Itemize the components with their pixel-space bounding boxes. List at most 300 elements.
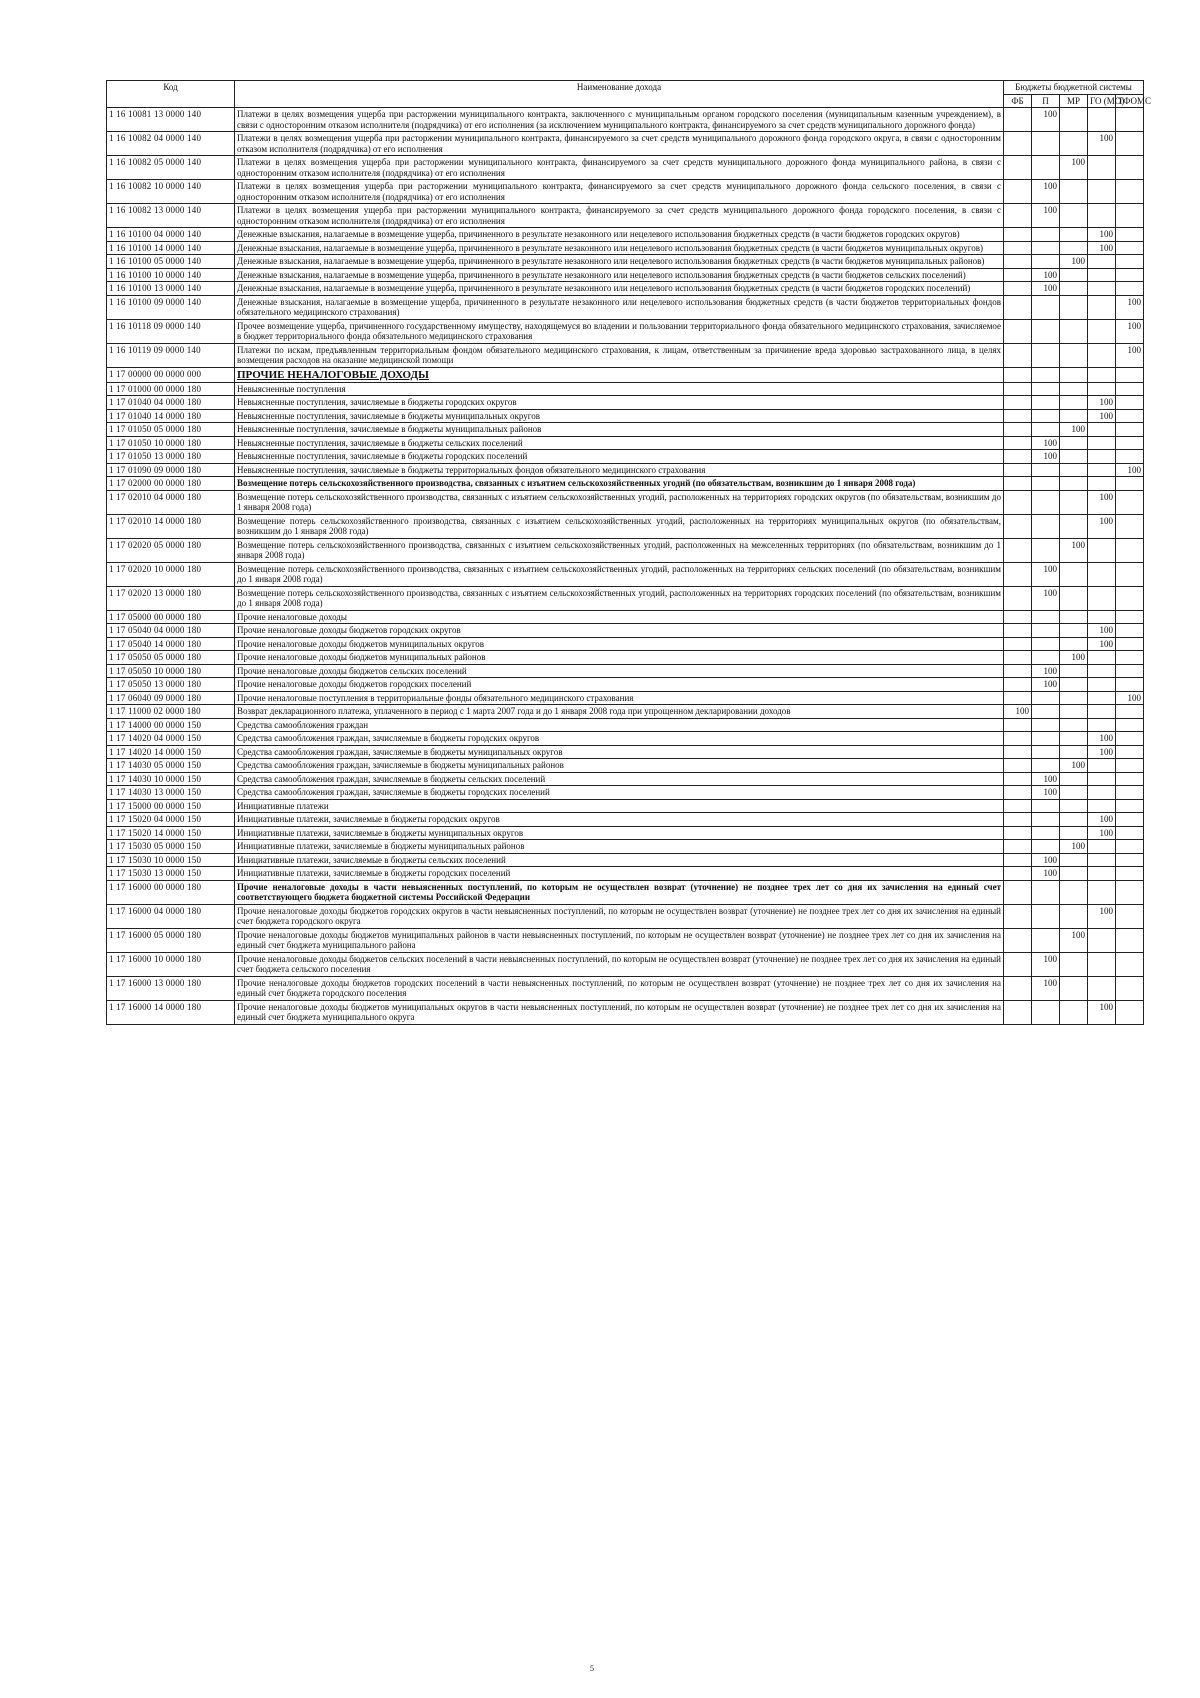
row-value-p bbox=[1032, 691, 1060, 705]
row-value-mr bbox=[1060, 664, 1088, 678]
row-value-mr bbox=[1060, 691, 1088, 705]
row-name: Прочие неналоговые доходы бюджетов муниципальных районов в части невыясненных поступлений, по которым не осуществлен возврат (уточнение) не позднее трех лет со дня их зачисления на единый счет бюджета муниципального района bbox=[235, 928, 1004, 952]
row-code: 1 17 16000 00 0000 180 bbox=[107, 880, 235, 904]
row-value-mr bbox=[1060, 610, 1088, 624]
row-value-tfoms bbox=[1116, 409, 1144, 423]
table-row bbox=[107, 490, 1144, 514]
row-value-mr bbox=[1060, 268, 1088, 282]
table-header bbox=[107, 81, 1152, 108]
row-value-go bbox=[1088, 367, 1116, 382]
row-name: Денежные взыскания, налагаемые в возмещение ущерба, причиненного в результате незаконного или нецелевого использования бюджетных средств (в части бюджетов городских округов) bbox=[235, 228, 1004, 242]
row-value-p bbox=[1032, 514, 1060, 538]
row-value-go bbox=[1088, 477, 1116, 491]
row-code: 1 16 10100 05 0000 140 bbox=[107, 255, 235, 269]
row-value-go bbox=[1088, 436, 1116, 450]
row-value-go: 100 bbox=[1088, 228, 1116, 242]
row-code: 1 16 10082 04 0000 140 bbox=[107, 132, 235, 156]
row-value-p bbox=[1032, 409, 1060, 423]
row-value-go bbox=[1088, 772, 1116, 786]
row-name: Невыясненные поступления bbox=[235, 382, 1004, 396]
header-sub-mr: МР bbox=[1060, 94, 1088, 108]
row-value-p bbox=[1032, 295, 1060, 319]
row-value-mr bbox=[1060, 241, 1088, 255]
row-name: Денежные взыскания, налагаемые в возмещение ущерба, причиненного в результате незаконного или нецелевого использования бюджетных средств (в части бюджетов городских поселений) bbox=[235, 282, 1004, 296]
row-value-p: 100 bbox=[1032, 450, 1060, 464]
row-value-mr: 100 bbox=[1060, 255, 1088, 269]
row-name: Прочие неналоговые доходы бюджетов муниципальных округов в части невыясненных поступлений, по которым не осуществлен возврат (уточнение) не позднее трех лет со дня их зачисления на единый счет бюджета муниципального округа bbox=[235, 1000, 1004, 1024]
row-value-fb bbox=[1004, 1000, 1032, 1024]
row-value-tfoms bbox=[1116, 637, 1144, 651]
row-code: 1 16 10082 10 0000 140 bbox=[107, 180, 235, 204]
table-row bbox=[107, 436, 1144, 450]
row-name: Возмещение потерь сельскохозяйственного производства, связанных с изъятием сельскохозяйственных угодий, расположенных на территориях городских округов (по обязательствам, возникшим до 1 января 2008 года) bbox=[235, 490, 1004, 514]
row-code: 1 17 16000 05 0000 180 bbox=[107, 928, 235, 952]
table-row bbox=[107, 319, 1144, 343]
row-value-fb bbox=[1004, 759, 1032, 773]
row-code: 1 17 02020 10 0000 180 bbox=[107, 562, 235, 586]
row-value-fb bbox=[1004, 691, 1032, 705]
table-row bbox=[107, 610, 1144, 624]
row-name: Денежные взыскания, налагаемые в возмещение ущерба, причиненного в результате незаконного или нецелевого использования бюджетных средств (в части бюджетов территориальных фондов обязательного медицинского страхования) bbox=[235, 295, 1004, 319]
row-value-mr bbox=[1060, 718, 1088, 732]
table-row bbox=[107, 204, 1144, 228]
row-code: 1 16 10100 13 0000 140 bbox=[107, 282, 235, 296]
row-code: 1 17 16000 04 0000 180 bbox=[107, 904, 235, 928]
row-name: Инициативные платежи, зачисляемые в бюджеты городских поселений bbox=[235, 867, 1004, 881]
row-value-fb bbox=[1004, 732, 1032, 746]
header-name: Наименование дохода bbox=[235, 81, 1004, 108]
row-code: 1 17 01050 05 0000 180 bbox=[107, 423, 235, 437]
row-value-fb bbox=[1004, 928, 1032, 952]
row-code: 1 17 02000 00 0000 180 bbox=[107, 477, 235, 491]
row-value-go bbox=[1088, 718, 1116, 732]
row-value-mr bbox=[1060, 343, 1088, 367]
row-name: Невыясненные поступления, зачисляемые в бюджеты муниципальных районов bbox=[235, 423, 1004, 437]
row-value-p: 100 bbox=[1032, 772, 1060, 786]
row-name: Платежи в целях возмещения ущерба при расторжении муниципального контракта, финансируемого за счет средств муниципального дорожного фонда городского поселения, в связи с односторонним отказом исполнителя (подрядчика) от его исполнения bbox=[235, 204, 1004, 228]
row-name: Инициативные платежи, зачисляемые в бюджеты сельских поселений bbox=[235, 853, 1004, 867]
row-value-mr bbox=[1060, 952, 1088, 976]
row-name: Инициативные платежи bbox=[235, 799, 1004, 813]
table-row bbox=[107, 624, 1144, 638]
table-row bbox=[107, 664, 1144, 678]
row-value-p bbox=[1032, 423, 1060, 437]
row-value-mr bbox=[1060, 624, 1088, 638]
row-value-go bbox=[1088, 952, 1116, 976]
row-value-mr bbox=[1060, 826, 1088, 840]
row-value-mr bbox=[1060, 853, 1088, 867]
row-value-go bbox=[1088, 255, 1116, 269]
row-value-mr bbox=[1060, 228, 1088, 242]
row-value-fb bbox=[1004, 678, 1032, 692]
row-name: Средства самообложения граждан, зачисляемые в бюджеты сельских поселений bbox=[235, 772, 1004, 786]
header-sub-p: П bbox=[1032, 94, 1060, 108]
row-value-tfoms bbox=[1116, 772, 1144, 786]
row-value-tfoms bbox=[1116, 108, 1144, 132]
row-value-go bbox=[1088, 562, 1116, 586]
table-row bbox=[107, 705, 1144, 719]
row-value-p bbox=[1032, 880, 1060, 904]
row-value-go bbox=[1088, 651, 1116, 665]
row-value-tfoms bbox=[1116, 732, 1144, 746]
row-value-go: 100 bbox=[1088, 904, 1116, 928]
row-name: Невыясненные поступления, зачисляемые в бюджеты муниципальных округов bbox=[235, 409, 1004, 423]
row-value-tfoms bbox=[1116, 255, 1144, 269]
row-value-p: 100 bbox=[1032, 664, 1060, 678]
table-row bbox=[107, 132, 1144, 156]
row-name: Возмещение потерь сельскохозяйственного производства, связанных с изъятием сельскохозяйственных угодий, расположенных на территориях сельских поселений (по обязательствам, возникшим до 1 января 2008 года) bbox=[235, 562, 1004, 586]
row-code: 1 17 16000 14 0000 180 bbox=[107, 1000, 235, 1024]
row-value-tfoms bbox=[1116, 477, 1144, 491]
row-code: 1 16 10082 05 0000 140 bbox=[107, 156, 235, 180]
row-code: 1 17 01000 00 0000 180 bbox=[107, 382, 235, 396]
table-row bbox=[107, 463, 1144, 477]
row-code: 1 17 05050 10 0000 180 bbox=[107, 664, 235, 678]
row-value-fb bbox=[1004, 108, 1032, 132]
row-value-mr bbox=[1060, 367, 1088, 382]
row-value-mr: 100 bbox=[1060, 538, 1088, 562]
row-value-tfoms bbox=[1116, 450, 1144, 464]
table-row bbox=[107, 786, 1144, 800]
row-value-tfoms bbox=[1116, 382, 1144, 396]
table-row bbox=[107, 255, 1144, 269]
row-value-fb: 100 bbox=[1004, 705, 1032, 719]
row-value-tfoms bbox=[1116, 786, 1144, 800]
row-value-fb bbox=[1004, 156, 1032, 180]
table-row bbox=[107, 396, 1144, 410]
row-value-go bbox=[1088, 664, 1116, 678]
table-row bbox=[107, 282, 1144, 296]
row-value-mr bbox=[1060, 586, 1088, 610]
row-code: 1 17 15030 10 0000 150 bbox=[107, 853, 235, 867]
row-value-go bbox=[1088, 319, 1116, 343]
row-value-mr: 100 bbox=[1060, 840, 1088, 854]
row-value-go bbox=[1088, 786, 1116, 800]
row-value-mr bbox=[1060, 514, 1088, 538]
table-row bbox=[107, 538, 1144, 562]
row-value-mr bbox=[1060, 904, 1088, 928]
row-name: Инициативные платежи, зачисляемые в бюджеты муниципальных районов bbox=[235, 840, 1004, 854]
row-code: 1 17 06040 09 0000 180 bbox=[107, 691, 235, 705]
row-value-mr bbox=[1060, 204, 1088, 228]
row-value-p bbox=[1032, 718, 1060, 732]
row-value-p: 100 bbox=[1032, 976, 1060, 1000]
row-value-go: 100 bbox=[1088, 813, 1116, 827]
row-name: Инициативные платежи, зачисляемые в бюджеты муниципальных округов bbox=[235, 826, 1004, 840]
row-code: 1 17 02020 05 0000 180 bbox=[107, 538, 235, 562]
row-value-fb bbox=[1004, 651, 1032, 665]
row-code: 1 16 10100 14 0000 140 bbox=[107, 241, 235, 255]
row-value-fb bbox=[1004, 586, 1032, 610]
row-value-fb bbox=[1004, 450, 1032, 464]
row-name: Прочие неналоговые доходы бюджетов муниципальных районов bbox=[235, 651, 1004, 665]
row-name: Невыясненные поступления, зачисляемые в бюджеты городских округов bbox=[235, 396, 1004, 410]
header-sub-go: ГО (МО) bbox=[1088, 94, 1116, 108]
row-value-p bbox=[1032, 826, 1060, 840]
row-value-go bbox=[1088, 691, 1116, 705]
row-value-tfoms bbox=[1116, 651, 1144, 665]
row-value-go bbox=[1088, 853, 1116, 867]
row-value-p bbox=[1032, 255, 1060, 269]
row-value-fb bbox=[1004, 538, 1032, 562]
row-name: Инициативные платежи, зачисляемые в бюджеты городских округов bbox=[235, 813, 1004, 827]
table-row bbox=[107, 241, 1144, 255]
row-value-tfoms: 100 bbox=[1116, 343, 1144, 367]
row-name: Невыясненные поступления, зачисляемые в бюджеты сельских поселений bbox=[235, 436, 1004, 450]
row-value-fb bbox=[1004, 610, 1032, 624]
row-value-fb bbox=[1004, 241, 1032, 255]
row-value-tfoms: 100 bbox=[1116, 295, 1144, 319]
table-row bbox=[107, 562, 1144, 586]
row-value-p: 100 bbox=[1032, 282, 1060, 296]
row-value-go: 100 bbox=[1088, 514, 1116, 538]
row-value-mr bbox=[1060, 976, 1088, 1000]
table-row bbox=[107, 759, 1144, 773]
row-value-fb bbox=[1004, 180, 1032, 204]
row-value-mr bbox=[1060, 450, 1088, 464]
row-name: Средства самообложения граждан, зачисляемые в бюджеты городских поселений bbox=[235, 786, 1004, 800]
row-value-go bbox=[1088, 976, 1116, 1000]
row-value-tfoms: 100 bbox=[1116, 691, 1144, 705]
table-row bbox=[107, 928, 1144, 952]
table-row bbox=[107, 228, 1144, 242]
row-value-tfoms bbox=[1116, 705, 1144, 719]
row-value-fb bbox=[1004, 477, 1032, 491]
row-value-tfoms bbox=[1116, 799, 1144, 813]
row-value-fb bbox=[1004, 295, 1032, 319]
row-code: 1 16 10100 10 0000 140 bbox=[107, 268, 235, 282]
row-name: Возврат декларационного платежа, уплаченного в период с 1 марта 2007 года и до 1 января 2008 года при упрощенном декларировании доходов bbox=[235, 705, 1004, 719]
row-value-fb bbox=[1004, 867, 1032, 881]
row-name: Невыясненные поступления, зачисляемые в бюджеты территориальных фондов обязательного медицинского страхования bbox=[235, 463, 1004, 477]
row-value-go bbox=[1088, 840, 1116, 854]
row-value-tfoms bbox=[1116, 880, 1144, 904]
row-value-fb bbox=[1004, 204, 1032, 228]
row-value-tfoms bbox=[1116, 759, 1144, 773]
row-name: Прочее возмещение ущерба, причиненного государственному имуществу, находящемуся во владении и пользовании территориального фонда обязательного медицинского страхования, зачисляемое в бюджет территориального фонда обязательного медицинского страхования bbox=[235, 319, 1004, 343]
row-value-fb bbox=[1004, 367, 1032, 382]
row-value-tfoms bbox=[1116, 268, 1144, 282]
row-name: Средства самообложения граждан, зачисляемые в бюджеты муниципальных районов bbox=[235, 759, 1004, 773]
row-value-fb bbox=[1004, 268, 1032, 282]
row-code: 1 17 02010 14 0000 180 bbox=[107, 514, 235, 538]
row-value-tfoms bbox=[1116, 586, 1144, 610]
row-value-p bbox=[1032, 367, 1060, 382]
row-value-go: 100 bbox=[1088, 409, 1116, 423]
row-value-go bbox=[1088, 343, 1116, 367]
row-code: 1 17 02020 13 0000 180 bbox=[107, 586, 235, 610]
table-row bbox=[107, 343, 1144, 367]
table-row bbox=[107, 745, 1144, 759]
row-value-tfoms bbox=[1116, 538, 1144, 562]
table-row bbox=[107, 367, 1144, 382]
row-value-mr bbox=[1060, 396, 1088, 410]
row-value-tfoms bbox=[1116, 180, 1144, 204]
table-row bbox=[107, 976, 1144, 1000]
row-value-p: 100 bbox=[1032, 180, 1060, 204]
income-classification-table bbox=[106, 80, 1152, 1025]
table-row bbox=[107, 880, 1144, 904]
row-value-go bbox=[1088, 382, 1116, 396]
row-code: 1 17 15000 00 0000 150 bbox=[107, 799, 235, 813]
row-value-go bbox=[1088, 759, 1116, 773]
row-value-mr bbox=[1060, 880, 1088, 904]
row-name: Возмещение потерь сельскохозяйственного производства, связанных с изъятием сельскохозяйственных угодий, расположенных на межселенных территориях (по обязательствам, возникшим до 1 января 2008 года) bbox=[235, 538, 1004, 562]
row-value-mr bbox=[1060, 678, 1088, 692]
row-code: 1 17 14030 05 0000 150 bbox=[107, 759, 235, 773]
row-value-go bbox=[1088, 423, 1116, 437]
row-code: 1 17 01090 09 0000 180 bbox=[107, 463, 235, 477]
row-value-mr: 100 bbox=[1060, 759, 1088, 773]
row-value-tfoms bbox=[1116, 745, 1144, 759]
row-value-fb bbox=[1004, 409, 1032, 423]
row-code: 1 17 16000 10 0000 180 bbox=[107, 952, 235, 976]
row-value-mr bbox=[1060, 463, 1088, 477]
row-name: Денежные взыскания, налагаемые в возмещение ущерба, причиненного в результате незаконного или нецелевого использования бюджетных средств (в части бюджетов сельских поселений) bbox=[235, 268, 1004, 282]
row-value-mr bbox=[1060, 282, 1088, 296]
row-value-fb bbox=[1004, 282, 1032, 296]
table-row bbox=[107, 718, 1144, 732]
row-name: Прочие неналоговые доходы бюджетов городских поселений bbox=[235, 678, 1004, 692]
row-value-p: 100 bbox=[1032, 204, 1060, 228]
row-value-p bbox=[1032, 624, 1060, 638]
row-value-tfoms bbox=[1116, 840, 1144, 854]
row-code: 1 17 01050 13 0000 180 bbox=[107, 450, 235, 464]
row-name: Средства самообложения граждан bbox=[235, 718, 1004, 732]
table-row bbox=[107, 813, 1144, 827]
row-code: 1 17 14000 00 0000 150 bbox=[107, 718, 235, 732]
row-code: 1 17 14030 10 0000 150 bbox=[107, 772, 235, 786]
row-value-fb bbox=[1004, 786, 1032, 800]
row-value-go: 100 bbox=[1088, 745, 1116, 759]
row-value-p bbox=[1032, 799, 1060, 813]
row-value-p bbox=[1032, 132, 1060, 156]
table-row bbox=[107, 1000, 1144, 1024]
row-value-tfoms bbox=[1116, 853, 1144, 867]
row-value-tfoms bbox=[1116, 610, 1144, 624]
row-value-fb bbox=[1004, 664, 1032, 678]
row-code: 1 17 05050 13 0000 180 bbox=[107, 678, 235, 692]
row-code: 1 17 05000 00 0000 180 bbox=[107, 610, 235, 624]
row-value-p bbox=[1032, 463, 1060, 477]
row-name: Прочие неналоговые доходы bbox=[235, 610, 1004, 624]
row-code: 1 17 00000 00 0000 000 bbox=[107, 367, 235, 382]
row-name: Платежи по искам, предъявленным территориальным фондом обязательного медицинского страхования, к лицам, ответственным за причинение вреда здоровью застрахованного лица, в целях возмещения расходов на оказание медицинской помощи bbox=[235, 343, 1004, 367]
row-name: Денежные взыскания, налагаемые в возмещение ущерба, причиненного в результате незаконного или нецелевого использования бюджетных средств (в части бюджетов муниципальных округов) bbox=[235, 241, 1004, 255]
table-row bbox=[107, 477, 1144, 491]
row-value-p: 100 bbox=[1032, 586, 1060, 610]
row-value-tfoms bbox=[1116, 904, 1144, 928]
row-value-mr bbox=[1060, 108, 1088, 132]
row-value-p bbox=[1032, 490, 1060, 514]
row-value-fb bbox=[1004, 799, 1032, 813]
row-code: 1 16 10100 04 0000 140 bbox=[107, 228, 235, 242]
table-row bbox=[107, 156, 1144, 180]
row-code: 1 17 15030 05 0000 150 bbox=[107, 840, 235, 854]
row-value-p bbox=[1032, 705, 1060, 719]
row-value-go: 100 bbox=[1088, 1000, 1116, 1024]
row-value-fb bbox=[1004, 436, 1032, 450]
table-row bbox=[107, 423, 1144, 437]
row-value-tfoms bbox=[1116, 423, 1144, 437]
row-value-go bbox=[1088, 928, 1116, 952]
table-row bbox=[107, 853, 1144, 867]
row-value-mr bbox=[1060, 705, 1088, 719]
row-name: Прочие неналоговые доходы бюджетов сельских поселений bbox=[235, 664, 1004, 678]
row-value-go bbox=[1088, 463, 1116, 477]
row-value-fb bbox=[1004, 132, 1032, 156]
row-code: 1 17 05050 05 0000 180 bbox=[107, 651, 235, 665]
row-value-tfoms: 100 bbox=[1116, 463, 1144, 477]
row-name: Прочие неналоговые доходы бюджетов городских округов bbox=[235, 624, 1004, 638]
row-value-go bbox=[1088, 450, 1116, 464]
row-value-fb bbox=[1004, 396, 1032, 410]
row-value-mr: 100 bbox=[1060, 423, 1088, 437]
row-value-fb bbox=[1004, 228, 1032, 242]
row-value-p: 100 bbox=[1032, 952, 1060, 976]
row-value-tfoms bbox=[1116, 562, 1144, 586]
row-code: 1 16 10118 09 0000 140 bbox=[107, 319, 235, 343]
row-value-mr bbox=[1060, 132, 1088, 156]
row-code: 1 17 15030 13 0000 150 bbox=[107, 867, 235, 881]
row-name: Прочие неналоговые поступления в территориальные фонды обязательного медицинского страхования bbox=[235, 691, 1004, 705]
table-row bbox=[107, 826, 1144, 840]
row-value-mr bbox=[1060, 745, 1088, 759]
row-value-mr bbox=[1060, 813, 1088, 827]
row-name: Прочие неналоговые доходы бюджетов городских округов в части невыясненных поступлений, по которым не осуществлен возврат (уточнение) не позднее трех лет со дня их зачисления на единый счет бюджета городского округа bbox=[235, 904, 1004, 928]
row-value-tfoms bbox=[1116, 282, 1144, 296]
row-value-p bbox=[1032, 538, 1060, 562]
row-name: Прочие неналоговые доходы в части невыясненных поступлений, по которым не осуществлен возврат (уточнение) не позднее трех лет со дня их зачисления на единый счет соответствующего бюджета бюджетной системы Российской Федерации bbox=[235, 880, 1004, 904]
row-code: 1 17 05040 04 0000 180 bbox=[107, 624, 235, 638]
row-value-fb bbox=[1004, 490, 1032, 514]
row-name: Возмещение потерь сельскохозяйственного производства, связанных с изъятием сельскохозяйственных угодий, расположенных на территориях муниципальных округов (по обязательствам, возникшим до 1 января 2008 года) bbox=[235, 514, 1004, 538]
row-value-tfoms bbox=[1116, 826, 1144, 840]
table-row bbox=[107, 637, 1144, 651]
row-value-p bbox=[1032, 759, 1060, 773]
row-value-mr bbox=[1060, 409, 1088, 423]
row-name: Платежи в целях возмещения ущерба при расторжении муниципального контракта, финансируемого за счет средств муниципального дорожного фонда городского округа, в связи с односторонним отказом исполнителя (подрядчика) от его исполнения bbox=[235, 132, 1004, 156]
row-value-p: 100 bbox=[1032, 436, 1060, 450]
row-code: 1 17 14020 14 0000 150 bbox=[107, 745, 235, 759]
row-value-fb bbox=[1004, 343, 1032, 367]
row-value-fb bbox=[1004, 514, 1032, 538]
row-value-go: 100 bbox=[1088, 624, 1116, 638]
row-value-go bbox=[1088, 268, 1116, 282]
table-row bbox=[107, 651, 1144, 665]
row-value-mr: 100 bbox=[1060, 928, 1088, 952]
row-value-p: 100 bbox=[1032, 678, 1060, 692]
table-row bbox=[107, 904, 1144, 928]
row-value-p bbox=[1032, 477, 1060, 491]
table-body bbox=[107, 108, 1144, 1025]
row-value-go bbox=[1088, 586, 1116, 610]
row-value-p bbox=[1032, 343, 1060, 367]
row-value-fb bbox=[1004, 880, 1032, 904]
row-value-p bbox=[1032, 156, 1060, 180]
row-value-p bbox=[1032, 382, 1060, 396]
row-code: 1 16 10082 13 0000 140 bbox=[107, 204, 235, 228]
row-value-go bbox=[1088, 705, 1116, 719]
row-value-fb bbox=[1004, 853, 1032, 867]
row-value-mr bbox=[1060, 295, 1088, 319]
row-value-mr bbox=[1060, 490, 1088, 514]
header-code: Код bbox=[107, 81, 235, 108]
table-row bbox=[107, 772, 1144, 786]
row-value-fb bbox=[1004, 637, 1032, 651]
row-value-go: 100 bbox=[1088, 132, 1116, 156]
row-value-go bbox=[1088, 180, 1116, 204]
